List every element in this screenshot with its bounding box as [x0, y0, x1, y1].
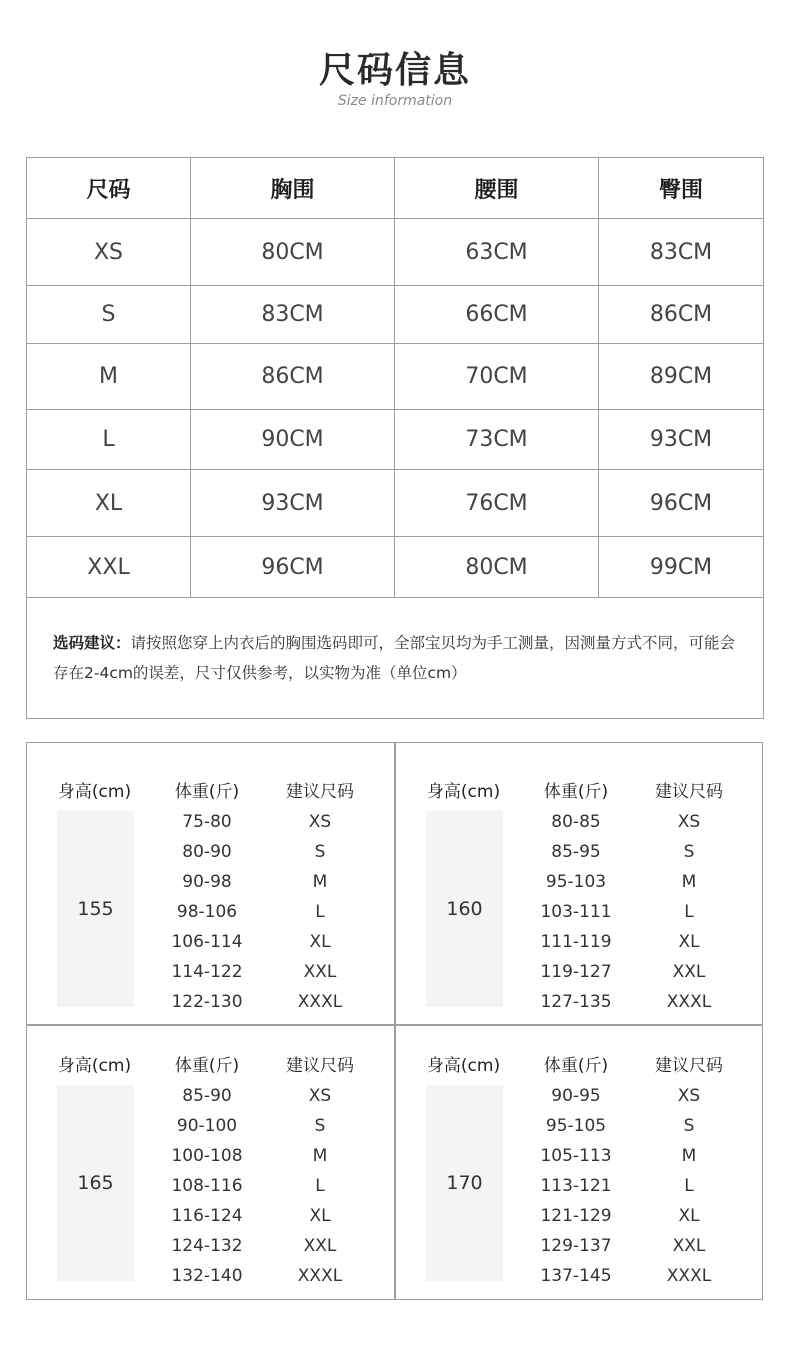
suggested-size: L — [684, 1176, 694, 1196]
column-header-hip: 臀围 — [599, 158, 764, 219]
list-item — [27, 957, 394, 987]
suggested-size: XXL — [672, 1236, 706, 1256]
weight-range: 103-111 — [540, 902, 612, 922]
waist-cell: 66CM — [395, 286, 599, 344]
size-note-label: 选码建议： — [53, 634, 131, 652]
weight-range: 127-135 — [540, 992, 612, 1012]
recommendation-rows — [27, 1081, 394, 1291]
size-cell: S — [27, 286, 191, 344]
list-item — [27, 1201, 394, 1231]
list-item — [27, 1261, 394, 1291]
size-note-text: 请按照您穿上内衣后的胸围选码即可，全部宝贝均为手工测量，因测量方式不同，可能会存在2-4cm的误差，尺寸仅供参考，以实物为准（单位cm） — [53, 634, 736, 682]
suggested-size: XS — [677, 812, 701, 832]
suggested-size: XL — [309, 932, 331, 952]
weight-range: 108-116 — [171, 1176, 243, 1196]
suggested-size: XXXL — [297, 992, 343, 1012]
list-item — [396, 807, 763, 837]
table-row — [27, 219, 764, 286]
weight-range: 116-124 — [171, 1206, 243, 1226]
suggested-size: XXL — [303, 1236, 337, 1256]
weight-range: 85-90 — [182, 1086, 232, 1106]
suggested-size: M — [681, 872, 697, 892]
suggested-size: M — [312, 872, 328, 892]
list-item — [27, 897, 394, 927]
weight-range: 80-85 — [551, 812, 601, 832]
list-item — [396, 1081, 763, 1111]
suggested-size: XL — [678, 932, 700, 952]
list-item — [27, 1111, 394, 1141]
recommendation-rows — [27, 807, 394, 1017]
list-item — [27, 1171, 394, 1201]
list-item — [27, 927, 394, 957]
suggested-size-header: 建议尺码 — [655, 1056, 723, 1076]
size-cell: XXL — [27, 537, 191, 598]
weight-range: 95-103 — [545, 872, 607, 892]
waist-cell: 76CM — [395, 470, 599, 537]
suggested-size-header: 建议尺码 — [286, 782, 354, 802]
list-item — [396, 837, 763, 867]
weight-range: 105-113 — [540, 1146, 612, 1166]
suggested-size: L — [684, 902, 694, 922]
list-item — [396, 897, 763, 927]
table-row — [27, 470, 764, 537]
waist-cell: 63CM — [395, 219, 599, 286]
recommendation-block — [396, 747, 763, 1022]
column-header-size: 尺码 — [27, 158, 191, 219]
suggested-size: L — [315, 902, 325, 922]
list-item — [396, 1111, 763, 1141]
hip-cell: 86CM — [599, 286, 764, 344]
hip-cell: 99CM — [599, 537, 764, 598]
recommendation-block — [27, 747, 394, 1022]
recommendation-rows — [396, 807, 763, 1017]
size-note-row — [27, 598, 764, 719]
list-item — [396, 927, 763, 957]
bust-cell: 80CM — [191, 219, 395, 286]
bust-cell: 86CM — [191, 344, 395, 410]
weight-range: 90-95 — [551, 1086, 601, 1106]
weight-range: 113-121 — [540, 1176, 612, 1196]
bust-cell: 83CM — [191, 286, 395, 344]
page-subtitle: Size information — [337, 93, 453, 109]
suggested-size: S — [314, 842, 326, 862]
weight-range: 132-140 — [171, 1266, 243, 1286]
recommendation-block — [27, 1021, 394, 1296]
suggested-size-header: 建议尺码 — [286, 1056, 354, 1076]
column-header-waist: 腰围 — [395, 158, 599, 219]
waist-cell: 70CM — [395, 344, 599, 410]
suggested-size: XS — [308, 1086, 332, 1106]
weight-range: 106-114 — [171, 932, 243, 952]
size-cell: L — [27, 410, 191, 470]
list-item — [396, 957, 763, 987]
suggested-size: XXXL — [297, 1266, 343, 1286]
suggested-size: M — [312, 1146, 328, 1166]
size-table — [26, 157, 764, 719]
table-row — [27, 537, 764, 598]
size-cell: XS — [27, 219, 191, 286]
weight-range: 100-108 — [171, 1146, 243, 1166]
recommendation-rows — [396, 1081, 763, 1291]
height-value: 160 — [426, 811, 503, 1007]
hip-cell: 93CM — [599, 410, 764, 470]
size-cell: XL — [27, 470, 191, 537]
weight-range: 129-137 — [540, 1236, 612, 1256]
weight-range: 98-106 — [176, 902, 238, 922]
height-header: 身高(cm) — [426, 1056, 501, 1076]
table-row — [27, 410, 764, 470]
table-row — [27, 344, 764, 410]
weight-range: 80-90 — [182, 842, 232, 862]
recommendation-block — [396, 1021, 763, 1296]
list-item — [396, 1231, 763, 1261]
weight-range: 119-127 — [540, 962, 612, 982]
weight-range: 124-132 — [171, 1236, 243, 1256]
suggested-size: XL — [678, 1206, 700, 1226]
weight-header: 体重(斤) — [543, 1056, 609, 1076]
suggested-size: XXXL — [666, 1266, 712, 1286]
suggested-size: XL — [309, 1206, 331, 1226]
list-item — [396, 987, 763, 1017]
hip-cell: 89CM — [599, 344, 764, 410]
weight-range: 137-145 — [540, 1266, 612, 1286]
weight-range: 121-129 — [540, 1206, 612, 1226]
height-header: 身高(cm) — [57, 782, 132, 802]
height-value: 170 — [426, 1085, 503, 1281]
size-note — [27, 598, 764, 719]
suggested-size: S — [683, 1116, 695, 1136]
weight-range: 90-98 — [182, 872, 232, 892]
height-value: 155 — [57, 811, 134, 1007]
weight-range: 85-95 — [551, 842, 601, 862]
suggested-size-header: 建议尺码 — [655, 782, 723, 802]
list-item — [27, 987, 394, 1017]
suggested-size: XS — [677, 1086, 701, 1106]
bust-cell: 96CM — [191, 537, 395, 598]
list-item — [27, 807, 394, 837]
list-item — [27, 867, 394, 897]
size-recommendation-grid — [26, 742, 763, 1300]
list-item — [27, 1231, 394, 1261]
weight-range: 75-80 — [182, 812, 232, 832]
height-header: 身高(cm) — [57, 1056, 132, 1076]
list-item — [27, 1081, 394, 1111]
suggested-size: XXL — [303, 962, 337, 982]
hip-cell: 96CM — [599, 470, 764, 537]
table-row — [27, 286, 764, 344]
suggested-size: L — [315, 1176, 325, 1196]
list-item — [396, 1261, 763, 1291]
waist-cell: 80CM — [395, 537, 599, 598]
weight-header: 体重(斤) — [174, 782, 240, 802]
list-item — [396, 1201, 763, 1231]
list-item — [396, 867, 763, 897]
list-item — [396, 1141, 763, 1171]
suggested-size: S — [314, 1116, 326, 1136]
list-item — [27, 1141, 394, 1171]
waist-cell: 73CM — [395, 410, 599, 470]
bust-cell: 93CM — [191, 470, 395, 537]
weight-range: 95-105 — [545, 1116, 607, 1136]
size-cell: M — [27, 344, 191, 410]
weight-range: 90-100 — [176, 1116, 238, 1136]
hip-cell: 83CM — [599, 219, 764, 286]
list-item — [27, 837, 394, 867]
height-value: 165 — [57, 1085, 134, 1281]
page-title: 尺码信息 — [318, 50, 471, 91]
weight-header: 体重(斤) — [174, 1056, 240, 1076]
size-table-header-row — [27, 158, 764, 219]
weight-range: 122-130 — [171, 992, 243, 1012]
suggested-size: XXL — [672, 962, 706, 982]
bust-cell: 90CM — [191, 410, 395, 470]
column-header-bust: 胸围 — [191, 158, 395, 219]
list-item — [396, 1171, 763, 1201]
suggested-size: S — [683, 842, 695, 862]
weight-range: 114-122 — [171, 962, 243, 982]
weight-header: 体重(斤) — [543, 782, 609, 802]
height-header: 身高(cm) — [426, 782, 501, 802]
suggested-size: XS — [308, 812, 332, 832]
suggested-size: XXXL — [666, 992, 712, 1012]
suggested-size: M — [681, 1146, 697, 1166]
weight-range: 111-119 — [540, 932, 612, 952]
